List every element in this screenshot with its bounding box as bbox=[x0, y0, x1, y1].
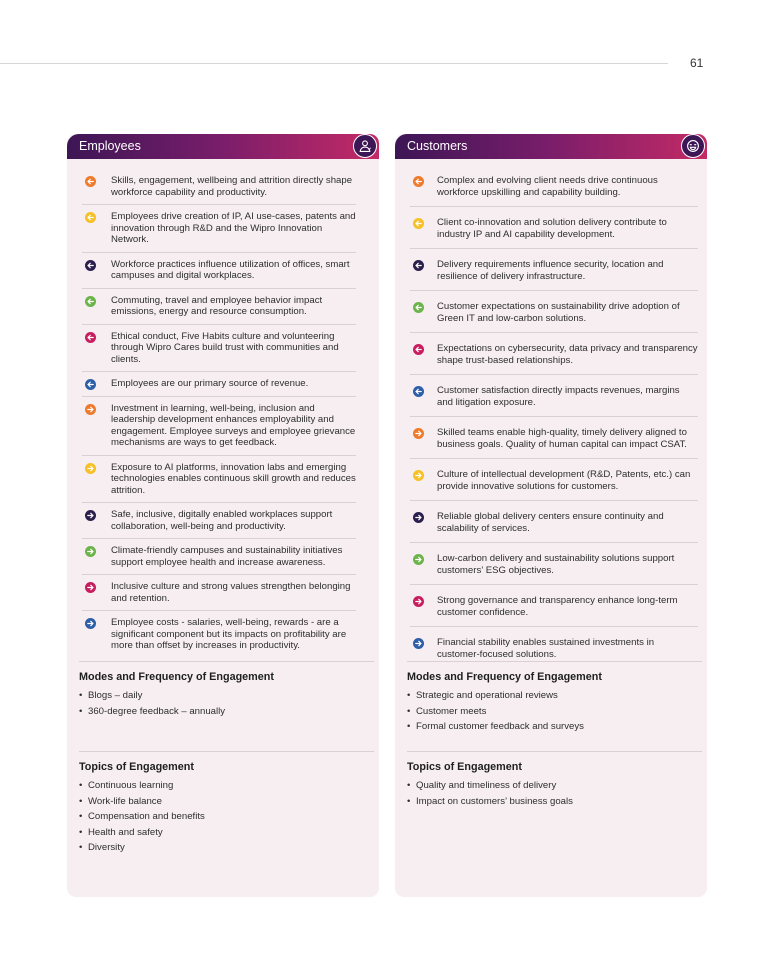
bullet-item: • Diversity bbox=[79, 840, 374, 856]
arrow-left-icon bbox=[413, 176, 424, 187]
employees-modes-list bbox=[79, 688, 374, 719]
employees-topics-title: Topics of Engagement bbox=[79, 761, 194, 773]
list-item bbox=[410, 553, 698, 585]
list-item bbox=[410, 343, 698, 375]
employees-topics-list bbox=[79, 778, 374, 856]
list-item-text: Customer expectations on sustainability drive adoption of Green IT and low-carbon solutions. bbox=[437, 301, 680, 324]
list-item-text: Safe, inclusive, digitally enabled workplaces support collaboration, well-being and productivity. bbox=[111, 509, 333, 532]
customers-impact-list bbox=[410, 175, 698, 678]
list-item-text: Skilled teams enable high-quality, timely delivery aligned to business goals. Quality of human capital can impact CSAT. bbox=[437, 427, 687, 450]
bullet-item: • Formal customer feedback and surveys bbox=[407, 719, 702, 735]
list-item-text: Inclusive culture and strong values strengthen belonging and retention. bbox=[111, 581, 351, 604]
list-item bbox=[410, 595, 698, 627]
employees-topics-section bbox=[79, 751, 374, 856]
list-item-text: Low-carbon delivery and sustainability solutions support customers’ ESG objectives. bbox=[437, 553, 675, 576]
list-item bbox=[410, 259, 698, 291]
list-item bbox=[82, 378, 356, 397]
arrow-left-icon bbox=[413, 302, 424, 313]
list-item-text: Culture of intellectual development (R&D, Patents, etc.) can provide innovative solutions for customers. bbox=[437, 469, 691, 492]
list-item bbox=[410, 511, 698, 543]
smiley-face-icon bbox=[681, 134, 705, 158]
customers-title: Customers bbox=[407, 139, 468, 153]
arrow-right-icon bbox=[85, 546, 96, 557]
list-item bbox=[410, 175, 698, 207]
list-item-text: Customer satisfaction directly impacts revenues, margins and litigation exposure. bbox=[437, 385, 680, 408]
customers-modes-section bbox=[407, 661, 702, 735]
customers-topics-list bbox=[407, 778, 702, 809]
list-item bbox=[410, 217, 698, 249]
list-item-text: Investment in learning, well-being, inclusion and leadership development enhances employability and engagement. Employee surveys and employee grievance mechanisms are ways to get feedback. bbox=[111, 402, 356, 448]
list-item-text: Strong governance and transparency enhance long-term customer confidence. bbox=[437, 595, 678, 618]
bullet-item: • Impact on customers’ business goals bbox=[407, 794, 702, 810]
arrow-left-icon bbox=[413, 218, 424, 229]
list-item bbox=[82, 175, 356, 205]
arrow-right-icon bbox=[413, 470, 424, 481]
list-item-text: Employees are our primary source of revenue. bbox=[111, 378, 309, 389]
arrow-left-icon bbox=[85, 296, 96, 307]
list-item bbox=[82, 581, 356, 611]
list-item bbox=[82, 545, 356, 575]
arrow-left-icon bbox=[85, 379, 96, 390]
arrow-right-icon bbox=[413, 428, 424, 439]
arrow-right-icon bbox=[85, 463, 96, 474]
list-item-text: Workforce practices influence utilization of offices, smart campuses and digital workplaces. bbox=[111, 258, 350, 281]
arrow-right-icon bbox=[413, 638, 424, 649]
arrow-right-icon bbox=[85, 510, 96, 521]
bullet-item: • Continuous learning bbox=[79, 778, 374, 794]
list-item-text: Commuting, travel and employee behavior impact emissions, energy and resource consumption. bbox=[111, 294, 323, 317]
list-item-text: Exposure to AI platforms, innovation labs and emerging technologies enables continuous skill growth and reduces attrition. bbox=[111, 461, 356, 496]
list-item bbox=[410, 385, 698, 417]
customers-modes-list bbox=[407, 688, 702, 735]
list-item-text: Employees drive creation of IP, AI use-cases, patents and innovation through R&D and the Wipro Innovation Network. bbox=[111, 211, 356, 245]
arrow-left-icon bbox=[413, 344, 424, 355]
bullet-item: • Strategic and operational reviews bbox=[407, 688, 702, 704]
bullet-item: • Health and safety bbox=[79, 825, 374, 841]
list-item-text: Skills, engagement, wellbeing and attrition directly shape workforce capability and productivity. bbox=[111, 175, 353, 198]
list-item bbox=[410, 301, 698, 333]
list-item-text: Delivery requirements influence security, location and resilience of delivery infrastructure. bbox=[437, 259, 664, 282]
arrow-left-icon bbox=[85, 332, 96, 343]
bullet-item: • Blogs – daily bbox=[79, 688, 374, 704]
list-item-text: Employee costs - salaries, well-being, rewards - are a significant component but its impacts on profitability are more than offset by increases in productivity. bbox=[111, 617, 347, 651]
customers-modes-title: Modes and Frequency of Engagement bbox=[407, 671, 602, 683]
list-item bbox=[82, 403, 356, 456]
arrow-right-icon bbox=[85, 582, 96, 593]
arrow-right-icon bbox=[85, 618, 96, 629]
arrow-right-icon bbox=[413, 554, 424, 565]
employees-modes-section bbox=[79, 661, 374, 719]
bullet-item: • Customer meets bbox=[407, 704, 702, 720]
list-item-text: Client co-innovation and solution delivery contribute to industry IP and AI capability development. bbox=[437, 217, 667, 240]
bullet-item: • Quality and timeliness of delivery bbox=[407, 778, 702, 794]
list-item-text: Complex and evolving client needs drive continuous workforce upskilling and capability building. bbox=[437, 175, 658, 198]
arrow-left-icon bbox=[85, 212, 96, 223]
page-number: 61 bbox=[690, 56, 704, 70]
arrow-right-icon bbox=[85, 404, 96, 415]
list-item bbox=[82, 259, 356, 289]
arrow-right-icon bbox=[413, 512, 424, 523]
arrow-left-icon bbox=[85, 260, 96, 271]
list-item-text: Financial stability enables sustained investments in customer-focused solutions. bbox=[437, 637, 655, 660]
employees-impact-list bbox=[82, 175, 356, 664]
customers-topics-section bbox=[407, 751, 702, 809]
arrow-left-icon bbox=[413, 386, 424, 397]
list-item-text: Reliable global delivery centers ensure continuity and scalability of services. bbox=[437, 511, 664, 534]
arrow-left-icon bbox=[413, 260, 424, 271]
list-item bbox=[82, 617, 356, 658]
employees-header bbox=[67, 134, 379, 159]
customers-card bbox=[395, 134, 707, 897]
person-icon bbox=[353, 134, 377, 158]
list-item bbox=[82, 462, 356, 504]
bullet-item: • Compensation and benefits bbox=[79, 809, 374, 825]
employees-modes-title: Modes and Frequency of Engagement bbox=[79, 671, 274, 683]
employees-card bbox=[67, 134, 379, 897]
employees-title: Employees bbox=[79, 139, 141, 153]
list-item bbox=[82, 211, 356, 253]
arrow-right-icon bbox=[413, 596, 424, 607]
customers-header bbox=[395, 134, 707, 159]
header-divider bbox=[0, 63, 668, 64]
list-item-text: Expectations on cybersecurity, data privacy and transparency shape trust-based relationships. bbox=[437, 343, 698, 366]
list-item bbox=[410, 469, 698, 501]
bullet-item: • 360-degree feedback – annually bbox=[79, 704, 374, 720]
list-item bbox=[82, 509, 356, 539]
list-item bbox=[82, 331, 356, 373]
list-item-text: Climate-friendly campuses and sustainability initiatives support employee health and increase awareness. bbox=[111, 545, 343, 568]
arrow-left-icon bbox=[85, 176, 96, 187]
bullet-item: • Work-life balance bbox=[79, 794, 374, 810]
customers-topics-title: Topics of Engagement bbox=[407, 761, 522, 773]
list-item bbox=[410, 427, 698, 459]
list-item-text: Ethical conduct, Five Habits culture and volunteering through Wipro Cares build trust with communities and clients. bbox=[111, 330, 339, 365]
list-item bbox=[82, 295, 356, 325]
